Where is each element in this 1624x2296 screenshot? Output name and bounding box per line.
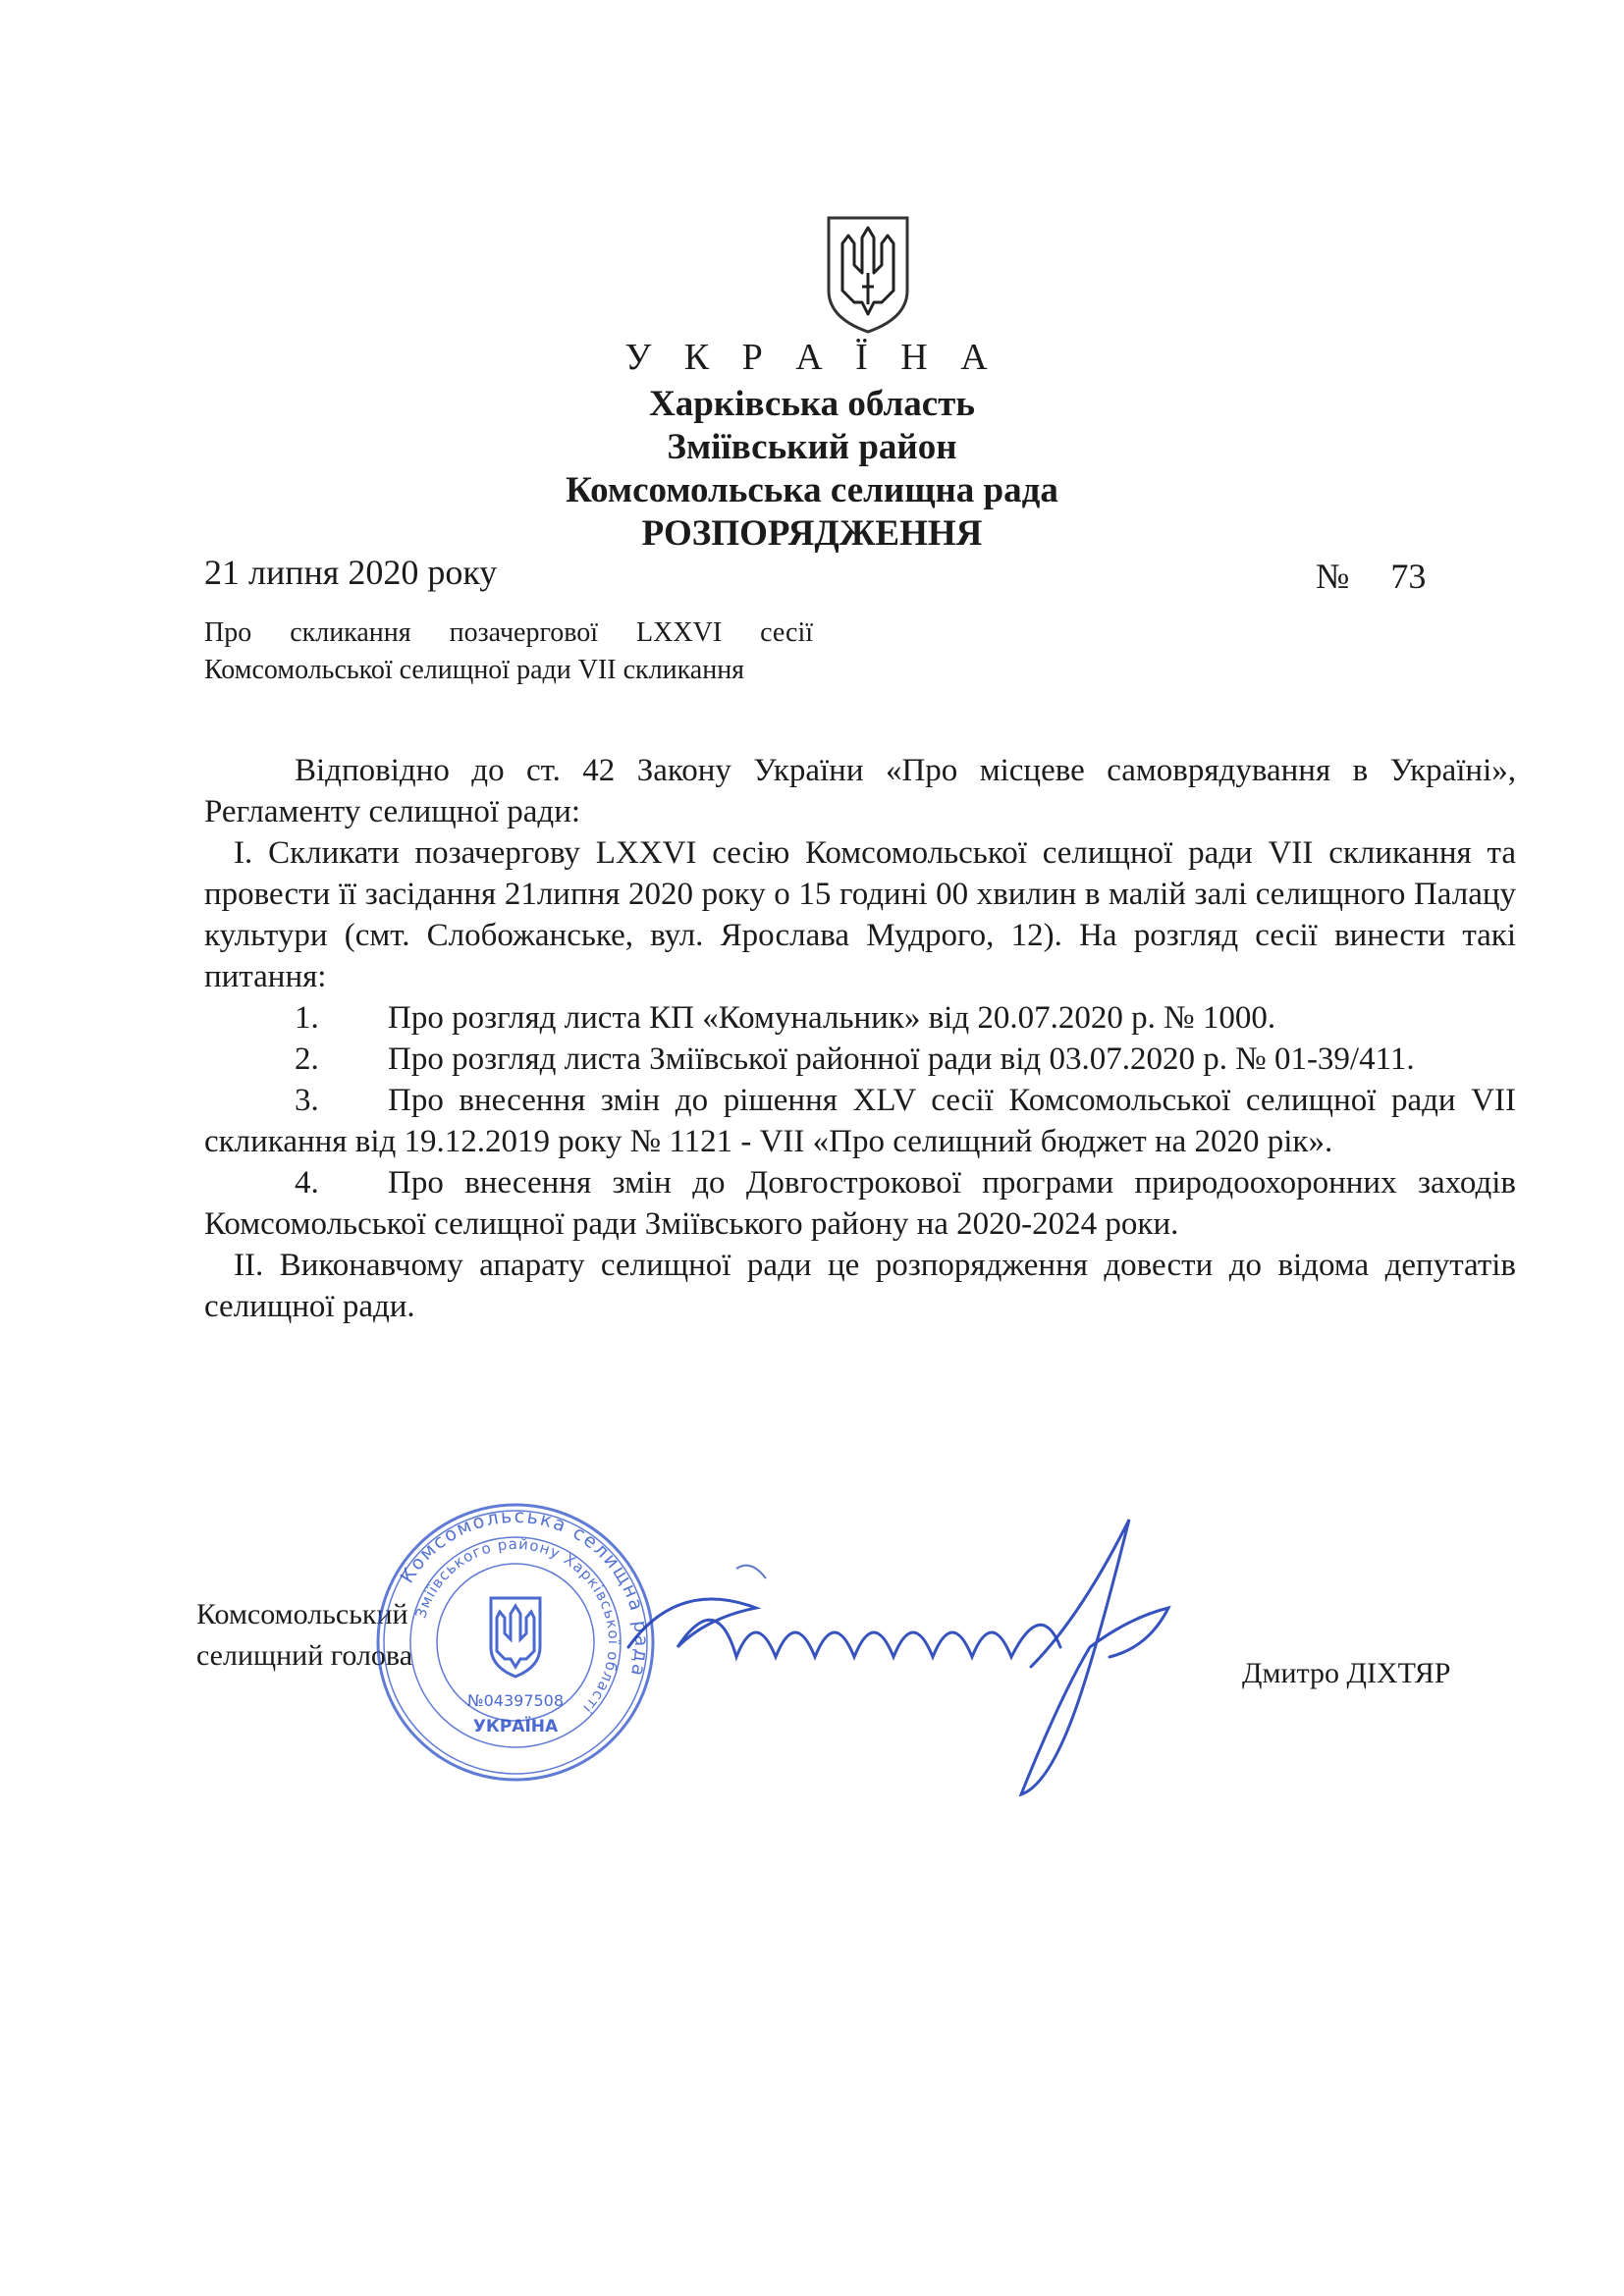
list-item — [204, 997, 1516, 1039]
number-sign: № — [1316, 557, 1350, 596]
section-1-paragraph: І. Скликати позачергову LXXVI сесію Комсомольської селищної ради VII скликання та провести її засідання 21липня 2020 року о 15 годині 00 хвилин в малій залі селищного Палацу культури (смт. Слобожанське, вул. Ярослава Мудрого, 12). На розгляд сесії винести такі питання: — [204, 835, 1516, 994]
document-type-title: РОЗПОРЯДЖЕННЯ — [641, 513, 983, 554]
stamp-country: УКРАЇНА — [472, 1717, 559, 1736]
official-stamp — [373, 1500, 658, 1785]
number-value: 73 — [1390, 557, 1427, 596]
list-item — [204, 1080, 1516, 1162]
country-title: У К Р А Ї Н А — [624, 337, 1000, 378]
item-text: Про внесення змін до рішення XLV сесії Комсомольської селищної ради VII скликання від 19.12.2019 року № 1121 - VII «Про селищний бюджет на 2020 рік». — [204, 1083, 1516, 1159]
item-number: 2. — [295, 1041, 319, 1077]
svg-text:Зміївського району Харківської — [411, 1535, 623, 1718]
item-number: 4. — [295, 1165, 319, 1201]
item-number: 3. — [295, 1083, 319, 1118]
item-text: Про розгляд листа Зміївської районної ради від 03.07.2020 р. № 01-39/411. — [388, 1041, 1415, 1077]
stamp-trident-icon — [491, 1598, 540, 1677]
intro-paragraph: Відповідно до ст. 42 Закону України «Про місцеве самоврядування в Україні», Регламенту селищної ради: — [204, 753, 1516, 829]
document-body — [204, 750, 1516, 1327]
item-number: 1. — [295, 1000, 319, 1036]
coat-of-arms-icon — [823, 214, 913, 336]
position-line-1: Комсомольський — [196, 1598, 408, 1630]
signatory-name: Дмитро ДІХТЯР — [1242, 1657, 1451, 1689]
item-text: Про внесення змін до Довгострокової програми природоохоронних заходів Комсомольської селищної ради Зміївського району на 2020-2024 роки. — [204, 1165, 1516, 1242]
stamp-code: №04397508 — [466, 1691, 565, 1710]
list-item — [204, 1039, 1516, 1080]
document-subject: Про скликання позачергової LXXVI сесії Комсомольської селищної ради VII скликання — [204, 617, 813, 685]
list-item — [204, 1162, 1516, 1245]
document-number — [1316, 556, 1426, 597]
region-title: Харківська область — [649, 384, 975, 424]
district-title: Зміївський район — [667, 427, 957, 467]
document-date: 21 липня 2020 року — [204, 553, 498, 592]
item-text: Про розгляд листа КП «Комунальник» від 20.07.2020 р. № 1000. — [388, 1000, 1276, 1036]
council-title: Комсомольська селищна рада — [566, 470, 1058, 510]
handwritten-signature — [619, 1500, 1208, 1824]
stamp-inner-text: Зміївського району Харківської області — [411, 1534, 623, 1718]
position-line-2: селищний голова — [196, 1639, 413, 1672]
section-2-paragraph: ІІ. Виконавчому апарату селищної ради це розпорядження довести до відома депутатів селищної ради. — [204, 1248, 1516, 1324]
stamp-outer-text: Комсомольська селищна рада — [396, 1505, 653, 1681]
